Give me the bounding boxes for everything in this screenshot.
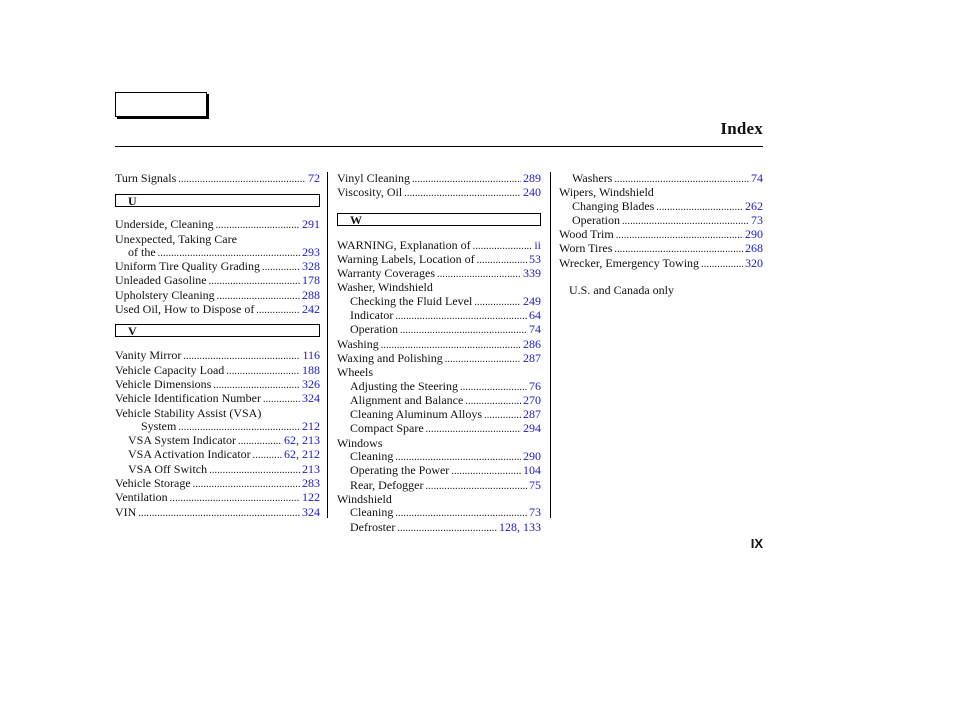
leader-dots (400, 323, 527, 337)
leader-dots (262, 260, 300, 274)
page-ref[interactable]: 290 (745, 227, 763, 242)
page-ref[interactable]: 75 (529, 477, 541, 492)
entry-label: Vehicle Capacity Load (115, 362, 225, 377)
entry-label: Vanity Mirror (115, 348, 182, 363)
page-ref[interactable]: 283 (302, 476, 320, 491)
index-entry[interactable] (337, 450, 541, 464)
entry-label: Waxing and Polishing (337, 350, 443, 365)
entry-label: Vehicle Storage (115, 476, 191, 491)
page-ref[interactable]: ii (534, 237, 541, 252)
page-ref[interactable]: 122 (302, 490, 320, 505)
index-entry[interactable] (337, 323, 541, 337)
index-entry[interactable] (559, 242, 763, 256)
page-ref[interactable]: 287 (523, 350, 541, 365)
index-entry[interactable] (115, 218, 320, 232)
entry-label: WARNING, Explanation of (337, 237, 471, 252)
entry-label: Washing (337, 336, 379, 351)
index-entry[interactable] (337, 186, 541, 200)
leader-dots (158, 246, 300, 260)
leader-dots (614, 172, 749, 186)
entry-label: Changing Blades (572, 198, 655, 213)
index-heading: Washer, Windshield (337, 280, 433, 295)
page-ref[interactable]: 213 (302, 461, 320, 476)
page-ref[interactable]: 188 (302, 362, 320, 377)
index-entry[interactable] (337, 172, 541, 186)
index-entry[interactable] (115, 364, 320, 378)
leader-dots (226, 364, 300, 378)
index-entry[interactable] (115, 172, 320, 186)
index-entry[interactable] (337, 253, 541, 267)
leader-dots (178, 420, 300, 434)
index-entry[interactable] (337, 352, 541, 366)
leader-dots (451, 464, 521, 478)
entry-label: Worn Tires (559, 241, 613, 256)
leader-dots (178, 172, 306, 186)
leader-dots (701, 257, 743, 271)
index-entry[interactable] (337, 394, 541, 408)
entry-label: VSA Off Switch (128, 461, 208, 476)
leader-dots (395, 450, 521, 464)
leader-dots (656, 200, 743, 214)
index-entry[interactable] (115, 289, 320, 303)
page-ref[interactable]: 289 (523, 171, 541, 185)
leader-dots (183, 349, 300, 363)
leader-dots (425, 479, 527, 493)
leader-dots (209, 463, 300, 477)
page-ref[interactable]: 293 (302, 244, 320, 259)
entry-label: Operation (572, 212, 620, 227)
page-ref[interactable]: 287 (523, 407, 541, 422)
page-ref[interactable]: 74 (751, 171, 763, 185)
header-rule (115, 146, 763, 147)
index-heading: Windows (337, 435, 383, 450)
page-ref[interactable]: 290 (523, 449, 541, 464)
page-ref[interactable]: 262 (745, 198, 763, 213)
index-entry[interactable] (559, 214, 763, 228)
page-ref[interactable]: 324 (302, 391, 320, 406)
leader-dots (465, 394, 521, 408)
leader-dots (484, 408, 521, 422)
index-heading: Windshield (337, 491, 392, 506)
entry-label: Warning Labels, Location of (337, 251, 475, 266)
leader-dots (474, 295, 521, 309)
leader-dots (395, 506, 527, 520)
leader-dots (395, 309, 527, 323)
entry-label: Cleaning (350, 505, 394, 520)
page-ref[interactable]: 268 (745, 241, 763, 256)
leader-dots (256, 303, 300, 317)
index-entry[interactable] (337, 479, 541, 493)
entry-label: Vinyl Cleaning (337, 171, 410, 185)
index-entry[interactable] (115, 448, 320, 462)
index-heading: Wheels (337, 365, 373, 380)
page-ref[interactable]: 328 (302, 259, 320, 274)
index-entry[interactable] (115, 274, 320, 288)
page-ref[interactable]: 76 (529, 378, 541, 393)
footnote: U.S. and Canada only (569, 283, 674, 298)
entry-label: Checking the Fluid Level (350, 293, 473, 308)
entry-label: Used Oil, How to Dispose of (115, 302, 255, 317)
leader-dots (404, 186, 521, 200)
page-ref[interactable]: 116 (302, 348, 320, 363)
entry-label: Operating the Power (350, 463, 450, 478)
leader-dots (397, 521, 497, 535)
leader-dots (238, 434, 282, 448)
entry-label: Cleaning (350, 449, 394, 464)
index-entry[interactable] (115, 303, 320, 317)
page-ref[interactable]: 326 (302, 376, 320, 391)
column-divider-1 (327, 172, 328, 518)
index-entry[interactable] (559, 200, 763, 214)
index-heading: Unexpected, Taking Care (115, 231, 237, 246)
entry-label: Turn Signals (115, 171, 177, 185)
entry-label: Underside, Cleaning (115, 217, 214, 232)
page-ref[interactable]: 240 (523, 185, 541, 200)
page-ref[interactable]: 324 (302, 504, 320, 519)
header-tab-box (115, 92, 207, 117)
page-ref[interactable]: 73 (751, 212, 763, 227)
entry-label: Indicator (350, 308, 394, 323)
index-entry[interactable] (115, 506, 320, 520)
entry-label: VSA Activation Indicator (128, 447, 251, 462)
index-entry[interactable] (337, 521, 541, 535)
leader-dots (622, 214, 749, 228)
page-ref[interactable]: 291 (302, 217, 320, 232)
entry-label: of the (128, 244, 156, 259)
index-entry[interactable] (115, 378, 320, 392)
index-entry[interactable] (337, 338, 541, 352)
page-ref[interactable]: 242 (302, 302, 320, 317)
page-ref[interactable]: 72 (308, 171, 320, 185)
entry-label: Viscosity, Oil (337, 185, 403, 200)
leader-dots (170, 491, 300, 505)
entry-label: Wood Trim (559, 227, 614, 242)
leader-dots (473, 239, 533, 253)
leader-dots (216, 218, 300, 232)
index-entry[interactable] (115, 392, 320, 406)
page-ref[interactable]: 249 (523, 293, 541, 308)
index-entry[interactable] (559, 172, 763, 186)
entry-label: Ventilation (115, 490, 168, 505)
leader-dots (426, 422, 521, 436)
page-ref[interactable]: 320 (745, 255, 763, 270)
page-ref[interactable]: 270 (523, 392, 541, 407)
index-column-3 (559, 172, 763, 297)
entry-label: Washers (572, 171, 613, 185)
index-entry[interactable] (115, 420, 320, 434)
page-ref[interactable]: 294 (523, 421, 541, 436)
page-title: Index (720, 119, 763, 138)
leader-dots (217, 289, 300, 303)
page-ref[interactable]: 286 (523, 336, 541, 351)
leader-dots (445, 352, 521, 366)
index-entry[interactable] (115, 477, 320, 491)
entry-label: System (141, 418, 177, 433)
index-column-1 (115, 172, 320, 520)
page-ref[interactable]: 178 (302, 273, 320, 288)
index-entry[interactable] (337, 464, 541, 478)
page-ref[interactable]: 128, 133 (499, 519, 541, 534)
entry-label: Compact Spare (350, 421, 424, 436)
index-column-2 (337, 172, 541, 535)
entry-label: Alignment and Balance (350, 392, 464, 407)
leader-dots (381, 338, 521, 352)
index-entry[interactable] (115, 463, 320, 477)
section-letter-u: U (115, 194, 320, 207)
page-ref[interactable]: 73 (529, 505, 541, 520)
page-number: IX (750, 536, 763, 551)
entry-label: Defroster (350, 519, 396, 534)
entry-label: Warranty Coverages (337, 266, 435, 281)
index-entry[interactable] (337, 380, 541, 394)
leader-dots (213, 378, 300, 392)
index-entry[interactable] (559, 257, 763, 271)
index-entry[interactable] (337, 408, 541, 422)
index-heading: Wipers, Windshield (559, 185, 654, 200)
leader-dots (209, 274, 300, 288)
entry-label: VIN (115, 504, 137, 519)
leader-dots (253, 448, 282, 462)
index-entry[interactable] (337, 309, 541, 323)
index-entry[interactable] (115, 434, 320, 448)
leader-dots (412, 172, 521, 186)
page-ref[interactable]: 53 (529, 251, 541, 266)
leader-dots (193, 477, 300, 491)
page-ref[interactable]: 339 (523, 266, 541, 281)
index-entry[interactable] (337, 239, 541, 253)
index-entry[interactable] (337, 267, 541, 281)
page-ref[interactable]: 62, 213 (284, 433, 320, 448)
index-entry[interactable] (559, 228, 763, 242)
entry-label: Upholstery Cleaning (115, 287, 215, 302)
leader-dots (614, 242, 743, 256)
page-ref[interactable]: 288 (302, 287, 320, 302)
leader-dots (460, 380, 527, 394)
column-divider-2 (550, 172, 551, 518)
index-heading: Vehicle Stability Assist (VSA) (115, 405, 262, 420)
entry-label: Operation (350, 322, 398, 337)
index-entry[interactable] (337, 295, 541, 309)
leader-dots (477, 253, 527, 267)
section-letter-v: V (115, 324, 320, 337)
entry-label: Wrecker, Emergency Towing (559, 255, 700, 270)
leader-dots (437, 267, 521, 281)
entry-label: Unleaded Gasoline (115, 273, 207, 288)
section-letter-w: W (337, 213, 541, 226)
entry-label: VSA System Indicator (128, 433, 236, 448)
index-entry[interactable] (337, 422, 541, 436)
page-ref[interactable]: 212 (302, 418, 320, 433)
entry-label: Uniform Tire Quality Grading (115, 259, 260, 274)
page-ref[interactable]: 64 (529, 308, 541, 323)
entry-label: Vehicle Dimensions (115, 376, 212, 391)
entry-label: Vehicle Identification Number (115, 391, 261, 406)
entry-label: Rear, Defogger (350, 477, 424, 492)
page-ref[interactable]: 104 (523, 463, 541, 478)
index-entry[interactable] (115, 260, 320, 274)
index-entry[interactable] (115, 246, 320, 260)
entry-label: Adjusting the Steering (350, 378, 458, 393)
index-entry[interactable] (337, 506, 541, 520)
leader-dots (263, 392, 300, 406)
page-ref[interactable]: 74 (529, 322, 541, 337)
page-ref[interactable]: 62, 212 (284, 447, 320, 462)
index-entry[interactable] (115, 491, 320, 505)
leader-dots (138, 506, 300, 520)
leader-dots (616, 228, 743, 242)
entry-label: Cleaning Aluminum Alloys (350, 407, 483, 422)
index-entry[interactable] (115, 349, 320, 363)
